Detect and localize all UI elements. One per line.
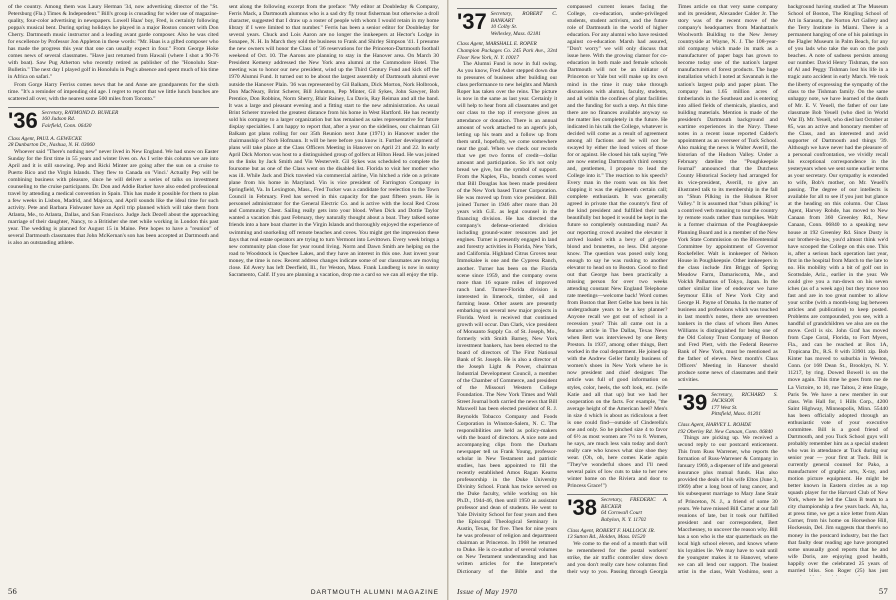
body-text: The Alumni Fund is now in full swing. As you know, Fred Asher stepped down due to pressures of business after building our class performance to new heights and Marsh Roper has taken over the reins. The picture is now in the same as last year. Certainly it will help to hear from all classmates and get our class to the top if everyone gives an attendance or donation. There is an annual amount of work attached to an agent's job, letting up his team and a follow up from them until, hopefully, we come somewhere near the goal. When we check our records that we get two forms of credit—dollar amount and participation. So it's not only bread we give, but the symbol of support. From the Naples, Fla., branch comes word that Bill Douglas has been made president of the New York based Turner Corporation. He was moved up from vice president. Bill joined Turner in 1946 after more than 20 years with G.E. as legal counsel in the financing division. He has directed the company's defense-oriented division including ground-water resources and jet engines. Turner is presently engaged in land and forestry activities in Florida, New York, and California. Highland Citrus Groves near Immokalee is one and the Cypress Ranch, another. Turner has been on the Florida scene since 1959, and the company owns more than 16 square miles of improved ranch land. Turner-Florida division is interested in limerock, timber, oil and farming lease. Other assets are presently embarking on several new major projects in Florida. Word is received that continued growth will occur. Dan Clark, vice president of Monsanto Supply Co. of St. Joseph, Mo., formerly with Smith Barney, New York investment bankers, has been elected to the board of directors of The First National Bank of St. Joseph. He is also a director of the Joseph Light & Power, chairman Industrial Development Council, a member of the Chamber of Commerce, and president of the Missouri Western College Foundation. The New York Times and Wall Street Journal both carried the news that Bill Maxwell has been elected president of R. J. Reynolds Tobacco Company and Foods Corporation in Winston-Salem, N. C. The responsibilities are held as policy-makers with the board of directors. A nice note and accompanying clips from the Durham newspaper tell us Frank Young, professor-scholar in New Testament and patristic studies, has been appointed to fill the recently established Amos Ragan Kearns professorship in the Duke University Divinity School. Frank has twice served on the Duke faculty, while working on his Ph.D., 1944-46, then until 1950 as assistant professor and dean of students. He went to Yale Divinity School for four years and then the Episcopal Theological Seminary in Austin, Texas, for five. Then for nine years he was professor of religion and department chairman at Princeton. In 1968 he returned to Duke. He is co-author of several volumes on New Testament understanding and has written articles for the Interpreter's Dictionary of the Bible and the	[457, 61, 558, 575]
secretary-address: 10 Colby St.	[490, 24, 518, 31]
body-text: background having studied at The Museum School of Boston, The Ringling School of Art in Sarasota, the Norton Art Gallery and the Terry Institute in Miami. There is a permanent hanging of one of his paintings in the Flagler Museum in Palm Beach, for any of you lads who take the sun on the posh beaches. A note of sadness persists among our number. David Henry Tishman, the son of Al and Peggy Tishman lost his life in a tragic auto accident in early March. We took the liberty of expressing the sympathy of the class to the Tishman family. On the same unhappy note, we have learned of the death of Mr. E. V. Yeuell, the father of our late classmate Bob Yeuell (who died in World War II). Mr. Yeuell, who died last October at 85, was an active and honorary member of the Class, and an interested and avid supporter of Dartmouth and things '39. Although we have never had the pleasure of a personal confrontation, we vividly recall his exceptional correspondence in the yesteryears when we sent some earlier terms as your secretary. Our sympathy is extended to wife, Bob's mother, on Mr. Yeuell's passing. The degree of our intellects is available for all to see if you just but glance at the heading on this column. Our Class Agent, Harvey Rohde, has moved to New Canaan from 360 Greenley Rd., New Canaan, Conn. 06840 to a speaking new house at 192 Greenley Rd. Since Dusty is our brother-in-law, you'd almost think we'd have scooped the College on this one. This is, after a serious back operation last year, first in the hospital from March to the late to no. His mobility with a bit of golf out in Scottsdale, Ariz., earlier in the year. We could give you a run-down on his seven iches (as of a week ago) but they move too fast and are in too great number to allow your scribe (with a month-long lag between articles and publication) to keep posted. Problems are compounded, you see, with a handful of grandchildren we also are on the move. Cecil is six. John Graf has moved from Cape Coral, Florida, to Fort Myers, Fla., and can be reached at Box 1A, Tropicana Dr., R.S. 8 with 33901 zip. Bob Kinter has moved to suburbia in Weston, Conn. (or 168 Dean St., Brooklyn, N. Y. 11217, by ring. Dowed Bowell is on the move again. This time he goes from rue de La Victoire, to 10, rue Taitou, 2 ème Etage, Paris 9e. We have a new member in our class. Win Hall for, 1 Hills Corp., 4200 Saint Highway, Minneapolis, Minn. 55440 has been officially adopted through an enthusiastic vote of your executive committee. Bill is a good friend of Dartmouth, and you Tuck School guys will probably remember him as a special student who was in attendance at Tuck during our senior year — your first at Tuck. Bill is currently general counsel for Pako, a manufacturer of graphic arts, X-ray, and motion picture equipment. He might be better known in Eastern circles as a top squash player for the Harvard Club of New York, where he led the Class B team to a city championship a few years back. Ah, ha, at press time, we get a nice letter from Alan Corner, from his home on Horseshoe Hill, Hockessin, Del. Jim suggests that there's no money in the postcard industry, but the fact that faulty dear reading age have prompted some unusually good reports that he and wife Doris, are enjoying good health, happily over the celebrated 25 years of married bliss. Son Roger (25) has just	[787, 4, 888, 574]
secretary-city: Fairfield, Conn. 06430	[41, 122, 92, 129]
body-text: Times article on that very same company and its president, Alexander Calder Jr. The story was of the recent move of the company's headquarters from Manhattan's Woolworth Building to the New Jersey countryside at Wayne, N. J. The 108-year-old company which made its mark as a manufacturer of paper bags has grown to become today one of the nation's largest manufacturers of forest products. The huge installation which I noted at Savannah is the nation's largest pulp and paper plant. The company has 1.65 million acres of timberlands in the Southeast and is entering into allied fields of chemicals, plastics, and building materials. Mention is made of the president's Dartmouth background and wartime experiences in the Navy. These notes in a recent issue reported Calder's appointment as an overseer of Tuck School. Also making the news is Walter Averill, the historian of the Hudson Valley. Under a February dateline the "Poughkeepsie Journal" announced that the Dutchess County Historical Society had arranged for its vice-president, Averill, to give an illustrated talk to its membership in the fall on "Shun Pilking in the Hudson River Valley." It is assumed that "shun pilking" is a contrived verb meaning to tour the country by remote roads rather than turnpikes. Walt is a former chairman of the Poughkeepsie Planning Board and is a member of the New York State Commission on the Bicentennial Committee by appointment of Governor Rockefeller. Walt is innkeeper of Nelson House in Poughkeepsie. Other innkeepers in the class include Jim Briggs of Spring Meadow Farm, Damariscotta, Me., and Volckh Palhamus of Tokyo, Japan. In the rather similar line of endeavor we have Seymour Ellis of New York City and George H. Payne of Omaha. In the matter of business and professions which was touched in last month's notes, there are seventeen bankers in the class of whom Ben Ames Williams is distinguished for being one of the Old Colony Trust Company of Boston and Fred Plett, with the Federal Reserve Bank of New York, must be mentioned as the father of eleven. Next month's Class Officers' Meeting in Hanover should produce some news of classmates and their activities.	[677, 4, 778, 384]
secretary-address: 177 West St.	[711, 404, 738, 411]
class-agent: Class Agent, ROBERT F. HALLOCK JR.	[567, 527, 656, 534]
right-column-4	[788, 4, 888, 576]
right-page	[448, 0, 896, 600]
class-contact	[42, 110, 119, 130]
magazine-title: DARTMOUTH ALUMNI MAGAZINE	[310, 589, 439, 596]
secretary-address: 160 Judson Rd.	[41, 116, 76, 123]
secretary-name: Secretary, RAYMOND D. BUHLER	[41, 109, 119, 116]
body-text: We come to the end of a month that will be remembered for the postal workers' strike, the air traffic controller slow down and you don't really care how columns find their way to you. Passing through Georgia	[567, 540, 668, 575]
secretary-city: Wellesley, Mass. 02181	[490, 30, 541, 37]
class-year: '39	[677, 389, 708, 415]
class-agent: Class Agent, PAUL A. GEWECKE	[8, 135, 82, 142]
secretary-name: Secretary, RICHARD S. JACKSON	[711, 391, 778, 405]
right-column-3	[678, 4, 778, 576]
right-column-2	[567, 4, 667, 576]
class-header-38	[567, 494, 667, 523]
class-header-37	[457, 8, 557, 37]
class-agent-address: 13 Sutton Rd., Holden, Mass. 01520	[567, 534, 646, 541]
body-text: compassed current issues facing the College, co-education, under-privileged students, student activism, and the future role of Dartmouth in the world of higher education. For any alumni who have resisted against co-education Marsh had assured, "Don't worry" we will only discuss that issue here. With the growing clamor for co-education in both male and female schools Dartmouth will not be an initiator of Princeton or Yale but will make up its own mind in the time it may take through discussions with alumni, faculty, students, and all within the confines of plant facilities and the funding for such a step. At this time there are no finances available anyway so the matter lies completely in the future. He indicated in his talk the College, whatever is decided will come as a result of agreement among all factions and he will not be swayed by either the loud voices of those for or against. He closed his talk saying "We are now entering Dartmouth's third century and, gentlemen, I propose to lead the College into it." The reaction to his speech? Every man in the room was on his feet clapping it was the eighteenth certain call; complete enthusiasm. It was generally agreed in private that the country's first of the kind president and fulfilled their task beautifully but hoped it would be kept in the future so completely outstanding man? As our reporting crowd awaited the elevator it arrived loaded with a bevy of girl-type blond and brunettes, no less. Did anyone know. The question was posed only long enough to say he was rushing to another elevator to head on to Boston. Good to find out that George has been practically a missing person for over two weeks attending constant New England Telephone rate meetings—welcome back! Word comes from Boston that Bert Gelbe has been in his undergraduate years to be a key planner? Anyone recall we got out of school in a recession year? This all came out in a feature article in The Dallas, Texas News when Bert was interviewed by one Betty Preston. In 1937, among other things, Bert worked in the coal department. He joined up with the Andrew Geller family business of women's shoes in New York where he is now president and chief designer. The article was full of good information on styles, color, heels, the soft look, etc. (wife Katie and all that up) but we had her cooperation on the facts. For example, "the average height of the American heel? Men's in size 4 which is about as ridiculous a feet is one could find—outside of Cinderella's one and only. So he pinched size 4 to favor of 6½ as most women are 7½ to 8. Women, he says, are much less vain today and don't really care who knows what size shoe they wear. (Oh, oh, here comes Katie again "They've wonderful shoes and I'll need several pairs of low cuts to take to her new winter home on the Riviera and door to Princess Grace!")	[567, 4, 668, 490]
body-text: sent along the following excerpt from the preface: "My editor at Doubleday & Company, Ferris Mack, a Dartmouth alumnus who is a sad dry fly trout fisherman but otherwise a droll character, suggested that I draw up a roster of people with whom I would retain in my home library if I were limited to that number." Ferris has been a senior editor for Doubleday for several years. Chuck and Lois Aaron are no longer the innkeepers at Hector's Lodge in Sonapee, N. H. In March they sold the business to Frank and Shirley Simpson '41. I presume the new owners will honor the Class of '36 reservations for the Princeton-Dartmouth football weekend of Oct. 10. The Aarons are planning to stay in the Hanover area. On March 30 President Kemeny addressed the New York area alumni at the Commodore Hotel. The meeting was to honor our new president, wind up the Third Century Fund and kick off the 1970 Alumni Fund. It turned out to be about the largest assembly of Dartmouth alumni ever outside the Hanover Plain. '36 was represented by Gil Balkam, Dick Morton, Nork Holbrook, Don MacNeary, Brint Scherer, Bill Johnston, Pep Minter, Gil Sykes, John Sawyer, Bob Prentice, Don Robbins, Norm Sherry, Blair Rainey, Lu Davis, Ray Reiman and all the band. It was a large and pleasant evening and a fitting start to the new administration. As usual Brint Scherer traveled the greatest distance from his home in West Hartford. He has recently sold his company to a larger organization but has remained as sales representative for future display specialties. I am happy to report that, after a year on the sidelines, our chairman Gil Balkam got plans rolling for our 35th Reunion next June (1971) in Hanover under the chairmanship of Norb Hofmann. It will be here before you know it. Further development of plans will take place at the Class Officers Meeting in Hanover on April 21 and 22. In early April Dick Morton was host to a distinguished group of golfers at Hilton Head. He was joined on the links by Jack Smith and Vin Westervelt. Gil Sykes was scheduled to complete the foursome but as one of the Class went on the disabled list. Florida to visit her mother who was ill. While Jack and Dick traveled via commercial airline, Vin hitched a ride on a private plane from his home in Maryland. Vin is vice president of Farrington Company in Springfield, Va. In Lexington, Mass., Fred Tucker was a candidate for reelection to the Town Council in February. Fred has served in this capacity for the past fifteen years. He is personnel administrator for the General Electric Co. and is active with the local Red Cross and Community Chest. Sailing really gets into your blood. When Dick and Dottie Taylor wanted a vacation this past February, they naturally thought about a boat. They talked some friends into a bare boat charter in the Virgin Islands and thoroughly enjoyed the experience of swimming and snorkeling off remote beaches and coves. You might get the impression these days that real estate operators are trying to turn Vermont into Levittown. Every week brings a new community plan close for year round living. Norm and Dawn Smith are helping on the road to Woodstock is Quechee Lakes, and they have an interest in this one. Just invest your money, the time is now. Recent address changes indicate some of our classmates are moving close. Ed Avery has left Deerfield, Ill., for Weston, Mass. Frank Lundberg is now in sunny Sacramento, Calif. If you are planning a vacation, drop me a card so we can all enjoy the trip.	[228, 4, 439, 278]
class-contact	[601, 497, 668, 523]
class-agent: Class Agent, HARVEY L. ROHDE	[677, 421, 752, 428]
class-agent: Class Agent, MARSHALL E. ROPER	[457, 41, 537, 48]
class-year: '37	[457, 9, 487, 34]
class-contact	[491, 11, 558, 37]
right-footer	[457, 586, 888, 596]
body-text: From Gorge Harry Ferriss comes news that he and Anne are grandparents for the sixth time. "It's a reminder of impending old age. I regret to report that we little lunch bunches are scattered all over, with the nearest some 500 miles from Toronto."	[8, 81, 219, 102]
secretary-name: Secretary, ROBERT C. BANKART	[490, 11, 558, 24]
secretary-city: Pittsfield, Mass. 01201	[711, 411, 761, 418]
class-agent-address: Champion Packages Co. 245 Park Ave., 33rd Floor New York, N. Y. 10017	[457, 47, 558, 61]
class-header-39	[678, 389, 778, 418]
left-column-2	[229, 4, 440, 576]
class-year: '36	[8, 107, 38, 133]
right-column-1	[457, 4, 557, 576]
left-column-1	[8, 4, 219, 576]
body-text: Whoever said "There's nothing new" never lived in New England. We had snow on Easter Sunday for the first time in 55 years and winter lives on. As I write this column we are into April and it is still snowing. Pep and Ricki Minter are going after the sun on a cruise to Puerto Rico and the Virgin Islands. They flew to Canada on 'Vinci.' Actually Pep will be combining business with pleasure, since he will deliver a series of talks on investment counseling to the cruise participants. Dr. Don and Addie Barker have also ended professional travel by attending a medical convention in Spain. This has made it possible for them to plan a few weeks in Lisbon, Madrid, and Majorca, and April sounds like the ideal time for such activity. Pete and Barbara Fishwater have an April trip planned which will take them from Atlanta, Me., to Atlanta, Dallas, and San Francisco. Judge Jack Dezell about the approaching marriage of their daughter, Nancy, to a Britisher she met while working in London this past year. The wedding is planned for August 15 in Maine. Pete hopes to have a "reunion" of several Dartmouth classmates that John McKernan's son has been accepted at Dartmouth and is also an outstanding athlete.	[8, 148, 219, 247]
page-number: 57	[878, 586, 888, 596]
issue-label: Issue of May 1970	[457, 587, 518, 596]
class-agent-address: 28 Dunbarton Dr., Nashua, N. H. 03060	[8, 142, 95, 149]
class-agent-address: 192 Oberley Rd. New Canaan, Conn. 06840	[677, 428, 773, 435]
secretary-city: Babylon, N. Y. 11702	[600, 517, 647, 524]
secretary-address: 64 Cornwall Court	[600, 510, 642, 517]
class-year: '38	[567, 495, 597, 521]
body-text: of the country. Among them was Laury Herman '34, now advertising director of the "St. Petersburg (Fla.) Times & Independent." Bill's group is crusading for wider use of magazine-quality, four-color advertising in newspapers. Lowell Haas' boy, Fred, is certainly following poppa's musical bent. During spring holidays he played in a major Boston concert with Don Cherry. Dartmouth music instructor and a leading avant garde composer. Also he was cited for excellence by Professor Jon Appleton in these words: "Mr. Haas is a gifted composer who has made the progress this year that one can usually expect in four." From George Hoke comes news of several classmates. "Have just returned from Hawaii (where I shot a 90-76 with boat). Saw Pug Atherton who recently retired as publisher of the "Honolulu Star-Bulletin." The next day I played golf in Honolulu in Pug's absence and spent much of his time in Africa on safari."	[8, 4, 219, 81]
class-header-36	[8, 107, 219, 132]
class-contact	[711, 392, 778, 418]
left-footer	[8, 586, 439, 596]
page-number: 56	[8, 586, 18, 596]
body-text: Things are picking up. We received a second reply to our postcard enticement. This from Russ Warrener, who reports the formation of Russ-Warrener & Company in January 1969, a dispenser of life and general insurance plus mutual funds. Has also provided the deals of his wife Eltos (June 3, 1969) after a long bout of lung cancer, and his subsequent marriage to Mary Jane Stair of Princeton, N. J., a friend of some 30 years. We have missed Bill Carter at our fall reunions of late, but it took our fulfilled president and our correspondent, Bert Macchesney, to uncover the reason why. Bill has a son who is the star quarterback on the local high school eleven, and knows where his loyalties lie. We may have to wait until the youngster makes it to Hanover, where we can all lend our support. The busiest artist in the class, Walt Yoshimo, sent a	[677, 435, 778, 575]
secretary-name: Secretary, FREDERIC A. BECKER	[600, 497, 668, 510]
